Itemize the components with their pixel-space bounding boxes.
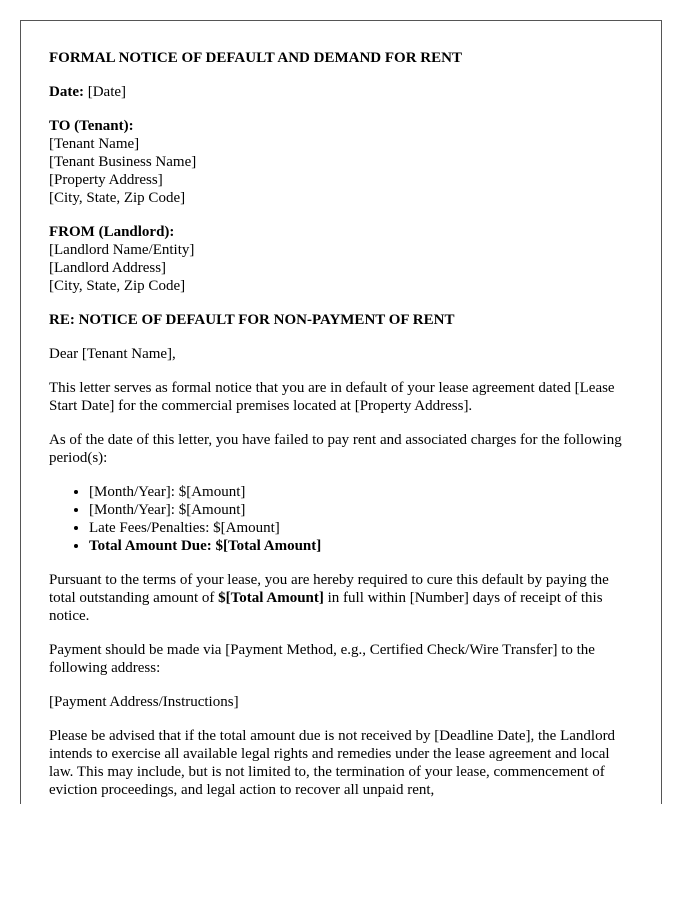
date-value: [Date]	[87, 84, 127, 100]
landlord-block	[49, 223, 635, 295]
tenant-block	[49, 117, 635, 207]
landlord-city-state-zip: [City, State, Zip Code]	[49, 278, 186, 294]
re-line: RE: NOTICE OF DEFAULT FOR NON-PAYMENT OF RENT	[49, 312, 455, 328]
tenant-business-name: [Tenant Business Name]	[49, 154, 197, 170]
landlord-label: FROM (Landlord):	[49, 224, 175, 240]
tenant-name: [Tenant Name]	[49, 136, 140, 152]
total-due-item: • Total Amount Due: $[Total Amount]	[89, 537, 635, 555]
charge-item: • [Month/Year]: $[Amount]	[89, 501, 635, 519]
date-line	[49, 83, 635, 101]
landlord-name: [Landlord Name/Entity]	[49, 242, 195, 258]
charge-item: • Late Fees/Penalties: $[Amount]	[89, 519, 635, 537]
paragraph-payment-method: Payment should be made via [Payment Method, e.g., Certified Check/Wire Transfer] to the following address:	[49, 642, 595, 676]
salutation: Dear [Tenant Name],	[49, 346, 176, 362]
tenant-city-state-zip: [City, State, Zip Code]	[49, 190, 186, 206]
notice-title: FORMAL NOTICE OF DEFAULT AND DEMAND FOR RENT	[49, 50, 462, 66]
cure-text-after: in full within [Number] days of receipt of this notice.	[49, 590, 603, 624]
tenant-property-address: [Property Address]	[49, 172, 163, 188]
letter-content	[49, 49, 635, 804]
charge-item: • [Month/Year]: $[Amount]	[89, 483, 635, 501]
paragraph-default-notice: This letter serves as formal notice that you are in default of your lease agreement dated [Lease Start Date] for the commercial premises located at [Property Address].	[49, 380, 615, 414]
letter-page	[20, 20, 662, 804]
charges-list	[49, 483, 635, 555]
payment-address: [Payment Address/Instructions]	[49, 694, 239, 710]
paragraph-cure-demand	[49, 571, 635, 625]
cure-total-amount: $[Total Amount]	[218, 590, 324, 606]
tenant-label: TO (Tenant):	[49, 118, 134, 134]
cure-text-before: Pursuant to the terms of your lease, you are hereby required to cure this default by paying the total outstanding amount of	[49, 572, 609, 606]
paragraph-failed-payment: As of the date of this letter, you have failed to pay rent and associated charges for the following period(s):	[49, 432, 622, 466]
paragraph-legal-remedies: Please be advised that if the total amount due is not received by [Deadline Date], the Landlord intends to exercise all available legal rights and remedies under the lease agreement and local law. This may include, but is not limited to, the termination of your lease, commencement of eviction proceedings, and legal action to recover all unpaid rent,	[49, 728, 616, 798]
date-label: Date:	[49, 84, 84, 100]
landlord-address: [Landlord Address]	[49, 260, 167, 276]
